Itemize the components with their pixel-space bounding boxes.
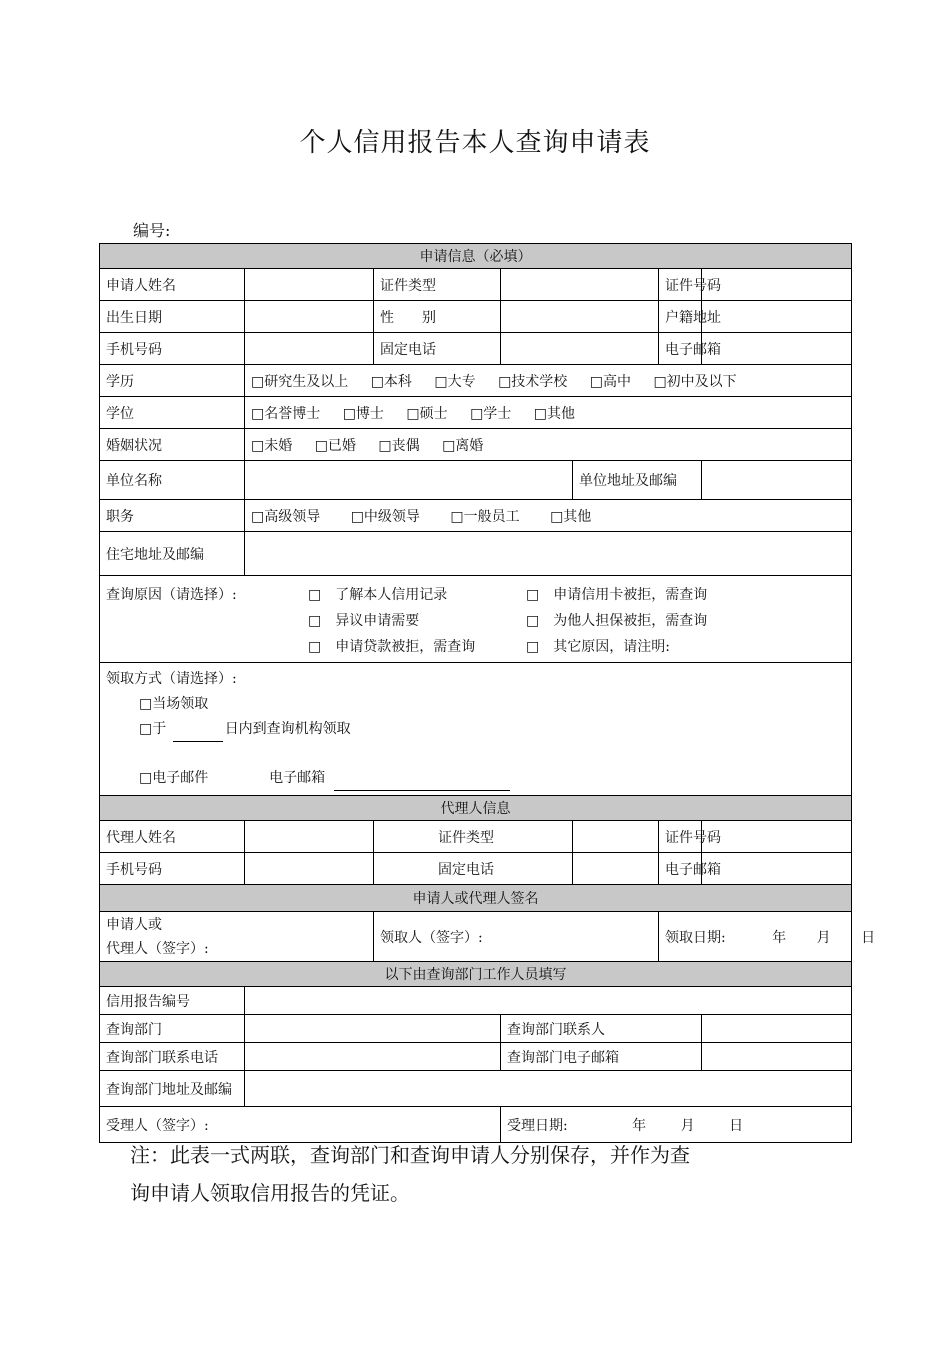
agent-section-header: 代理人信息 (100, 796, 852, 821)
position-option[interactable]: □其他 (550, 508, 592, 525)
pickup-date-month: 月 (816, 929, 831, 946)
note-line-1: 注：此表一式两联，查询部门和查询申请人分别保存，并作为查 (130, 1143, 690, 1167)
form-title: 个人信用报告本人查询申请表 (299, 128, 651, 158)
office-section-header: 以下由查询部门工作人员填写 (100, 962, 852, 987)
agent-landline-label: 固定电话 (374, 853, 573, 885)
receiver-cell[interactable] (374, 912, 659, 962)
marital-option[interactable]: □离婚 (442, 437, 484, 454)
employer-address-label: 单位地址及邮编 (573, 461, 702, 500)
dept-field[interactable] (245, 1015, 501, 1043)
email-label: 电子邮箱 (659, 333, 702, 365)
education-options (245, 365, 852, 397)
marital-option[interactable]: □丧偶 (378, 437, 420, 454)
reason-option[interactable]: □ 申请贷款被拒，需查询 (308, 639, 476, 655)
domicile-label: 户籍地址 (659, 301, 702, 333)
pickup-email-blank[interactable] (334, 774, 510, 791)
employer-address-field[interactable] (702, 461, 852, 500)
accept-date-label: 受理日期: (507, 1117, 568, 1134)
agent-mobile-field[interactable] (245, 853, 374, 885)
marital-options (245, 429, 852, 461)
home-address-label: 住宅地址及邮编 (100, 532, 245, 576)
landline-label: 固定电话 (374, 333, 501, 365)
reason-option[interactable]: □ 其它原因，请注明: (526, 639, 670, 655)
pickup-email-option[interactable]: □电子邮件 (139, 770, 209, 786)
position-option[interactable]: □一般员工 (450, 508, 520, 525)
email-field[interactable] (702, 333, 852, 365)
employer-label: 单位名称 (100, 461, 245, 500)
mobile-label: 手机号码 (100, 333, 245, 365)
signer-cell[interactable] (100, 912, 374, 962)
applicant-id-number-label: 证件号码 (659, 269, 702, 301)
position-option[interactable]: □中级领导 (350, 508, 420, 525)
education-label: 学历 (100, 365, 245, 397)
pickup-date-cell[interactable] (659, 912, 876, 962)
marital-label: 婚姻状况 (100, 429, 245, 461)
accept-date-year: 年 (632, 1117, 647, 1134)
applicant-section-header: 申请信息（必填） (100, 244, 852, 269)
degree-option[interactable]: □硕士 (406, 405, 448, 422)
signer-label-line1: 申请人或 (106, 916, 162, 933)
agent-email-field[interactable] (702, 853, 852, 885)
degree-options (245, 397, 852, 429)
agent-name-field[interactable] (245, 821, 374, 853)
pickup-within-prefix: □于 (139, 721, 167, 737)
education-option[interactable]: □大专 (434, 373, 476, 390)
education-option[interactable]: □高中 (589, 373, 631, 390)
agent-mobile-label: 手机号码 (100, 853, 245, 885)
education-option[interactable]: □技术学校 (498, 373, 568, 390)
signature-section-header: 申请人或代理人签名 (100, 885, 852, 912)
birth-date-label: 出生日期 (100, 301, 245, 333)
marital-option[interactable]: □未婚 (251, 437, 293, 454)
education-option[interactable]: □本科 (370, 373, 412, 390)
pickup-days-blank[interactable] (173, 725, 223, 742)
accept-date-day: 日 (729, 1117, 744, 1134)
applicant-name-label: 申请人姓名 (100, 269, 245, 301)
position-label: 职务 (100, 500, 245, 532)
dept-email-field[interactable] (702, 1043, 852, 1071)
applicant-id-type-label: 证件类型 (374, 269, 501, 301)
pickup-email-label: 电子邮箱 (269, 770, 326, 786)
domicile-field[interactable] (702, 301, 852, 333)
agent-id-type-label: 证件类型 (374, 821, 573, 853)
dept-contact-field[interactable] (702, 1015, 852, 1043)
applicant-id-type-field[interactable] (501, 269, 659, 301)
report-number-field[interactable] (245, 987, 852, 1015)
dept-label: 查询部门 (100, 1015, 245, 1043)
gender-field[interactable] (501, 301, 659, 333)
birth-date-field[interactable] (245, 301, 374, 333)
dept-address-label: 查询部门地址及邮编 (100, 1071, 245, 1107)
reason-option[interactable]: □ 了解本人信用记录 (308, 587, 448, 603)
degree-option[interactable]: □其他 (533, 405, 575, 422)
applicant-id-number-field[interactable] (702, 269, 852, 301)
receiver-label: 领取人（签字）: (380, 929, 483, 946)
handler-label: 受理人（签字）: (106, 1117, 209, 1134)
serial-number-label: 编号: (133, 221, 171, 240)
pickup-date-day: 日 (861, 929, 876, 946)
reason-option[interactable]: □ 为他人担保被拒，需查询 (526, 613, 708, 629)
marital-option[interactable]: □已婚 (314, 437, 356, 454)
agent-landline-field[interactable] (573, 853, 659, 885)
query-reason-label: 查询原因（请选择）: (106, 587, 237, 603)
dept-contact-label: 查询部门联系人 (501, 1015, 702, 1043)
dept-phone-field[interactable] (245, 1043, 501, 1071)
landline-field[interactable] (501, 333, 659, 365)
agent-id-number-field[interactable] (702, 821, 852, 853)
pickup-method-label: 领取方式（请选择）: (106, 671, 237, 687)
education-option[interactable]: □初中及以下 (653, 373, 737, 390)
degree-label: 学位 (100, 397, 245, 429)
applicant-name-field[interactable] (245, 269, 374, 301)
reason-option[interactable]: □ 异议申请需要 (308, 613, 420, 629)
dept-phone-label: 查询部门联系电话 (100, 1043, 245, 1071)
note-line-2: 询申请人领取信用报告的凭证。 (130, 1181, 410, 1205)
agent-email-label: 电子邮箱 (659, 853, 702, 885)
signer-label-line2: 代理人（签字）: (106, 940, 209, 957)
position-option[interactable]: □高级领导 (251, 508, 321, 525)
mobile-field[interactable] (245, 333, 374, 365)
query-reason-cell (100, 576, 852, 663)
pickup-date-label: 领取日期: (665, 929, 726, 946)
position-options (245, 500, 852, 532)
gender-label: 性 别 (374, 301, 501, 333)
pickup-email-option-row (106, 766, 845, 791)
form-note (130, 1136, 770, 1212)
pickup-onsite-option[interactable]: □当场领取 (139, 696, 209, 712)
employer-field[interactable] (245, 461, 573, 500)
pickup-within-days-option[interactable] (106, 717, 845, 742)
education-option[interactable]: □研究生及以上 (251, 373, 349, 390)
agent-id-number-label: 证件号码 (659, 821, 702, 853)
accept-date-month: 月 (680, 1117, 695, 1134)
pickup-method-cell (100, 663, 852, 796)
agent-name-label: 代理人姓名 (100, 821, 245, 853)
report-number-label: 信用报告编号 (100, 987, 245, 1015)
pickup-date-year: 年 (772, 929, 787, 946)
home-address-field[interactable] (245, 532, 852, 576)
dept-email-label: 查询部门电子邮箱 (501, 1043, 702, 1071)
reason-option[interactable]: □ 申请信用卡被拒，需查询 (526, 587, 708, 603)
degree-option[interactable]: □名誉博士 (251, 405, 321, 422)
degree-option[interactable]: □学士 (470, 405, 512, 422)
application-form-table (99, 243, 876, 1143)
pickup-within-suffix: 日内到查询机构领取 (224, 721, 351, 737)
agent-id-type-field[interactable] (573, 821, 659, 853)
degree-option[interactable]: □博士 (342, 405, 384, 422)
dept-address-field[interactable] (245, 1071, 852, 1107)
